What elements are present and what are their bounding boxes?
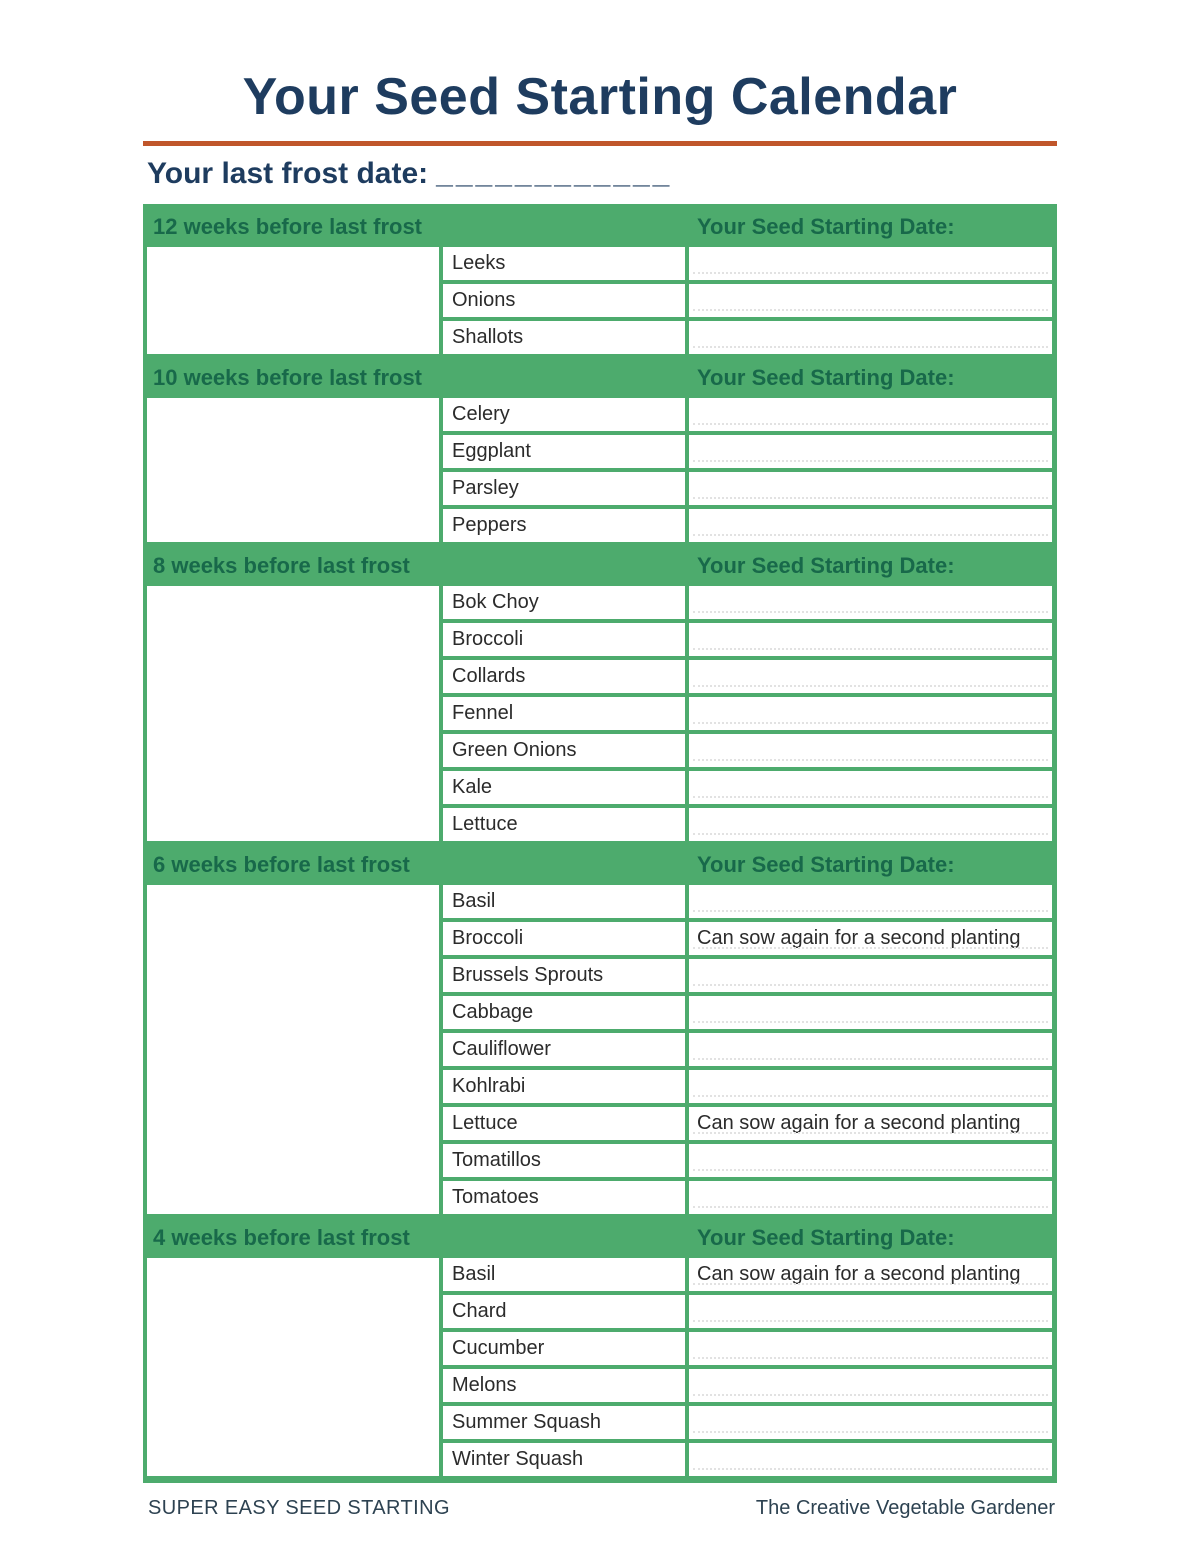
crop-row (443, 623, 1052, 656)
crop-name-cell: Onions (443, 284, 685, 317)
seed-starting-date-cell (689, 996, 1052, 1029)
crop-rows (443, 247, 1052, 354)
crop-name-cell: Eggplant (443, 435, 685, 468)
seed-starting-date-cell (689, 1295, 1052, 1328)
crop-row (443, 1443, 1052, 1476)
empty-spacer-cell (147, 398, 439, 542)
seed-starting-date-cell (689, 1406, 1052, 1439)
seed-starting-date-cell (689, 734, 1052, 767)
crop-row (443, 808, 1052, 841)
section-6-weeks (147, 845, 1052, 1218)
crop-row (443, 1369, 1052, 1402)
seed-starting-date-cell (689, 660, 1052, 693)
section-header (147, 358, 1052, 398)
seed-starting-date-cell (689, 885, 1052, 918)
section-body (147, 247, 1052, 358)
crop-row (443, 1295, 1052, 1328)
crop-row (443, 321, 1052, 354)
weeks-before-frost-label: 8 weeks before last frost (153, 553, 410, 579)
seed-starting-date-cell (689, 435, 1052, 468)
crop-name-cell: Brussels Sprouts (443, 959, 685, 992)
empty-spacer-cell (147, 885, 439, 1214)
section-8-weeks (147, 546, 1052, 845)
crop-row (443, 284, 1052, 317)
crop-name-cell: Tomatoes (443, 1181, 685, 1214)
section-4-weeks (147, 1218, 1052, 1480)
seed-starting-date-cell: Can sow again for a second planting (689, 1107, 1052, 1140)
crop-row (443, 435, 1052, 468)
crop-name-cell: Basil (443, 1258, 685, 1291)
section-header (147, 845, 1052, 885)
seed-starting-date-cell (689, 586, 1052, 619)
last-frost-date-label: Your last frost date: (147, 156, 429, 190)
seed-starting-date-cell (689, 509, 1052, 542)
weeks-before-frost-label: 10 weeks before last frost (153, 365, 423, 391)
crop-name-cell: Chard (443, 1295, 685, 1328)
seed-starting-date-cell (689, 472, 1052, 505)
seed-starting-date-cell (689, 1070, 1052, 1103)
crop-rows (443, 1258, 1052, 1476)
crop-row (443, 1033, 1052, 1066)
crop-row (443, 1332, 1052, 1365)
seed-starting-date-cell: Can sow again for a second planting (689, 922, 1052, 955)
crop-name-cell: Parsley (443, 472, 685, 505)
title-divider-rule (143, 141, 1057, 146)
section-body (147, 1258, 1052, 1480)
section-body (147, 586, 1052, 845)
footer-left-text: SUPER EASY SEED STARTING (148, 1497, 450, 1520)
empty-spacer-cell (147, 586, 439, 841)
crop-row (443, 1070, 1052, 1103)
section-header (147, 207, 1052, 247)
crop-row (443, 885, 1052, 918)
section-header (147, 546, 1052, 586)
seed-starting-date-cell: Can sow again for a second planting (689, 1258, 1052, 1291)
last-frost-date-blank: ____________ (436, 156, 673, 190)
crop-name-cell: Lettuce (443, 808, 685, 841)
seed-starting-date-header: Your Seed Starting Date: (697, 214, 955, 240)
crop-name-cell: Broccoli (443, 922, 685, 955)
seed-starting-date-cell (689, 1144, 1052, 1177)
crop-name-cell: Bok Choy (443, 586, 685, 619)
last-frost-date-line (143, 155, 1057, 193)
crop-name-cell: Collards (443, 660, 685, 693)
crop-name-cell: Fennel (443, 697, 685, 730)
crop-name-cell: Green Onions (443, 734, 685, 767)
crop-name-cell: Shallots (443, 321, 685, 354)
crop-row (443, 660, 1052, 693)
seed-starting-date-cell (689, 771, 1052, 804)
seed-starting-date-header: Your Seed Starting Date: (697, 1225, 955, 1251)
crop-name-cell: Winter Squash (443, 1443, 685, 1476)
seed-starting-date-header: Your Seed Starting Date: (697, 553, 955, 579)
crop-row (443, 509, 1052, 542)
crop-name-cell: Celery (443, 398, 685, 431)
crop-row (443, 697, 1052, 730)
seed-starting-date-cell (689, 1443, 1052, 1476)
seed-starting-date-cell (689, 959, 1052, 992)
crop-rows (443, 885, 1052, 1214)
crop-name-cell: Kale (443, 771, 685, 804)
crop-name-cell: Cucumber (443, 1332, 685, 1365)
seed-starting-date-cell (689, 1033, 1052, 1066)
seed-starting-date-cell (689, 321, 1052, 354)
crop-name-cell: Cabbage (443, 996, 685, 1029)
seed-starting-date-cell (689, 284, 1052, 317)
crop-row (443, 1406, 1052, 1439)
crop-row (443, 1107, 1052, 1140)
crop-name-cell: Broccoli (443, 623, 685, 656)
section-12-weeks (147, 207, 1052, 358)
seed-starting-date-cell (689, 1181, 1052, 1214)
section-body (147, 885, 1052, 1218)
seed-starting-date-cell (689, 1332, 1052, 1365)
crop-row (443, 247, 1052, 280)
crop-row (443, 771, 1052, 804)
empty-spacer-cell (147, 1258, 439, 1476)
crop-row (443, 398, 1052, 431)
crop-name-cell: Summer Squash (443, 1406, 685, 1439)
crop-rows (443, 586, 1052, 841)
seed-starting-date-cell (689, 1369, 1052, 1402)
seed-starting-date-cell (689, 398, 1052, 431)
crop-row (443, 922, 1052, 955)
crop-row (443, 1258, 1052, 1291)
seed-starting-date-cell (689, 808, 1052, 841)
crop-rows (443, 398, 1052, 542)
seed-starting-date-header: Your Seed Starting Date: (697, 365, 955, 391)
crop-row (443, 1181, 1052, 1214)
crop-row (443, 472, 1052, 505)
section-10-weeks (147, 358, 1052, 546)
crop-name-cell: Basil (443, 885, 685, 918)
crop-name-cell: Leeks (443, 247, 685, 280)
crop-name-cell: Lettuce (443, 1107, 685, 1140)
weeks-before-frost-label: 4 weeks before last frost (153, 1225, 410, 1251)
crop-row (443, 734, 1052, 767)
seed-starting-calendar-table (143, 204, 1057, 1483)
crop-row (443, 1144, 1052, 1177)
weeks-before-frost-label: 6 weeks before last frost (153, 852, 410, 878)
seed-starting-date-header: Your Seed Starting Date: (697, 852, 955, 878)
footer-right-text: The Creative Vegetable Gardener (755, 1497, 1055, 1520)
section-header (147, 1218, 1052, 1258)
seed-starting-date-cell (689, 247, 1052, 280)
page (143, 0, 1057, 1520)
crop-name-cell: Cauliflower (443, 1033, 685, 1066)
crop-name-cell: Tomatillos (443, 1144, 685, 1177)
section-body (147, 398, 1052, 546)
crop-row (443, 959, 1052, 992)
weeks-before-frost-label: 12 weeks before last frost (153, 214, 423, 240)
crop-name-cell: Kohlrabi (443, 1070, 685, 1103)
page-title: Your Seed Starting Calendar (242, 68, 958, 126)
crop-name-cell: Peppers (443, 509, 685, 542)
seed-starting-date-cell (689, 623, 1052, 656)
crop-row (443, 586, 1052, 619)
crop-name-cell: Melons (443, 1369, 685, 1402)
crop-row (443, 996, 1052, 1029)
page-footer (143, 1497, 1057, 1520)
seed-starting-date-cell (689, 697, 1052, 730)
empty-spacer-cell (147, 247, 439, 354)
